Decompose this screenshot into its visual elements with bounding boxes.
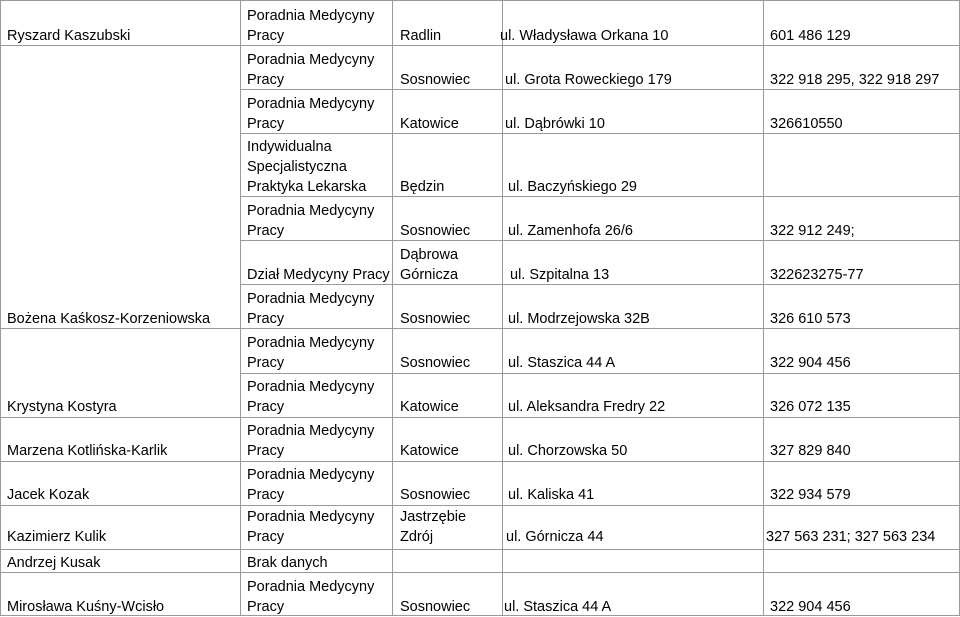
name-cell: Krystyna Kostyra: [7, 399, 117, 415]
city-cell: Dąbrowa Górnicza: [400, 247, 459, 283]
table-border-left: [0, 0, 1, 616]
place-cell: Poradnia Medycyny Pracy: [247, 291, 375, 327]
address-cell: ul. Modrzejowska 32B: [508, 311, 650, 327]
address-cell: ul. Staszica 44 A: [508, 355, 616, 371]
phone-cell: 327 563 231; 327 563 234: [766, 529, 936, 545]
column-divider: [502, 0, 503, 616]
phone-cell: 322 918 295, 322 918 297: [770, 72, 940, 88]
row-divider: [240, 373, 960, 374]
phone-cell: 322 934 579: [770, 487, 851, 503]
name-cell: Ryszard Kaszubski: [7, 28, 131, 44]
city-cell: Katowice: [400, 443, 459, 459]
name-cell: Mirosława Kuśny-Wcisło: [7, 599, 165, 615]
address-cell: ul. Władysława Orkana 10: [500, 28, 669, 44]
address-cell: ul. Baczyńskiego 29: [508, 179, 637, 195]
column-divider: [240, 0, 241, 616]
city-cell: Radlin: [400, 28, 442, 44]
city-cell: Jastrzębie Zdrój: [400, 509, 467, 545]
city-cell: Sosnowiec: [400, 487, 471, 503]
address-cell: ul. Dąbrówki 10: [505, 116, 605, 132]
address-cell: ul. Aleksandra Fredry 22: [508, 399, 666, 415]
row-divider: [0, 549, 960, 550]
name-cell: Andrzej Kusak: [7, 555, 101, 571]
row-divider: [0, 505, 960, 506]
place-cell: Poradnia Medycyny Pracy: [247, 379, 375, 415]
place-cell: Poradnia Medycyny Pracy: [247, 203, 375, 239]
place-cell: Poradnia Medycyny Pracy: [247, 509, 375, 545]
city-cell: Sosnowiec: [400, 599, 471, 615]
name-cell: Kazimierz Kulik: [7, 529, 107, 545]
column-divider: [763, 0, 764, 616]
place-cell: Poradnia Medycyny Pracy: [247, 96, 375, 132]
city-cell: Sosnowiec: [400, 355, 471, 371]
city-cell: Będzin: [400, 179, 445, 195]
place-cell: Indywidualna Specjalistyczna Praktyka Lekarska: [247, 139, 367, 195]
address-cell: ul. Górnicza 44: [506, 529, 604, 545]
name-cell: Marzena Kotlińska-Karlik: [7, 443, 168, 459]
place-cell: Poradnia Medycyny Pracy: [247, 52, 375, 88]
city-cell: Sosnowiec: [400, 72, 471, 88]
address-cell: ul. Grota Roweckiego 179: [505, 72, 672, 88]
row-divider: [0, 0, 960, 1]
row-divider: [0, 572, 960, 573]
place-cell: Poradnia Medycyny Pracy: [247, 8, 375, 44]
place-cell: Brak danych: [247, 555, 328, 571]
place-cell: Poradnia Medycyny Pracy: [247, 423, 375, 459]
place-cell: Poradnia Medycyny Pracy: [247, 579, 375, 615]
address-cell: ul. Szpitalna 13: [510, 267, 610, 283]
address-cell: ul. Zamenhofa 26/6: [508, 223, 633, 239]
place-cell: Dział Medycyny Pracy: [247, 267, 390, 283]
address-cell: ul. Staszica 44 A: [504, 599, 612, 615]
row-divider: [0, 461, 960, 462]
phone-cell: 326 610 573: [770, 311, 851, 327]
phone-cell: 322 912 249;: [770, 223, 855, 239]
place-cell: Poradnia Medycyny Pracy: [247, 467, 375, 503]
phone-cell: 326610550: [770, 116, 843, 132]
phone-cell: 601 486 129: [770, 28, 851, 44]
phone-cell: 326 072 135: [770, 399, 851, 415]
city-cell: Sosnowiec: [400, 311, 471, 327]
address-cell: ul. Chorzowska 50: [508, 443, 628, 459]
name-cell: Bożena Kaśkosz-Korzeniowska: [7, 311, 211, 327]
city-cell: Katowice: [400, 399, 459, 415]
name-cell: Jacek Kozak: [7, 487, 90, 503]
city-cell: Katowice: [400, 116, 459, 132]
phone-cell: 327 829 840: [770, 443, 851, 459]
column-divider: [392, 0, 393, 616]
phone-cell: 322 904 456: [770, 355, 851, 371]
city-cell: Sosnowiec: [400, 223, 471, 239]
place-cell: Poradnia Medycyny Pracy: [247, 335, 375, 371]
phone-cell: 322623275-77: [770, 267, 864, 283]
phone-cell: 322 904 456: [770, 599, 851, 615]
address-cell: ul. Kaliska 41: [508, 487, 595, 503]
row-divider: [0, 417, 960, 418]
